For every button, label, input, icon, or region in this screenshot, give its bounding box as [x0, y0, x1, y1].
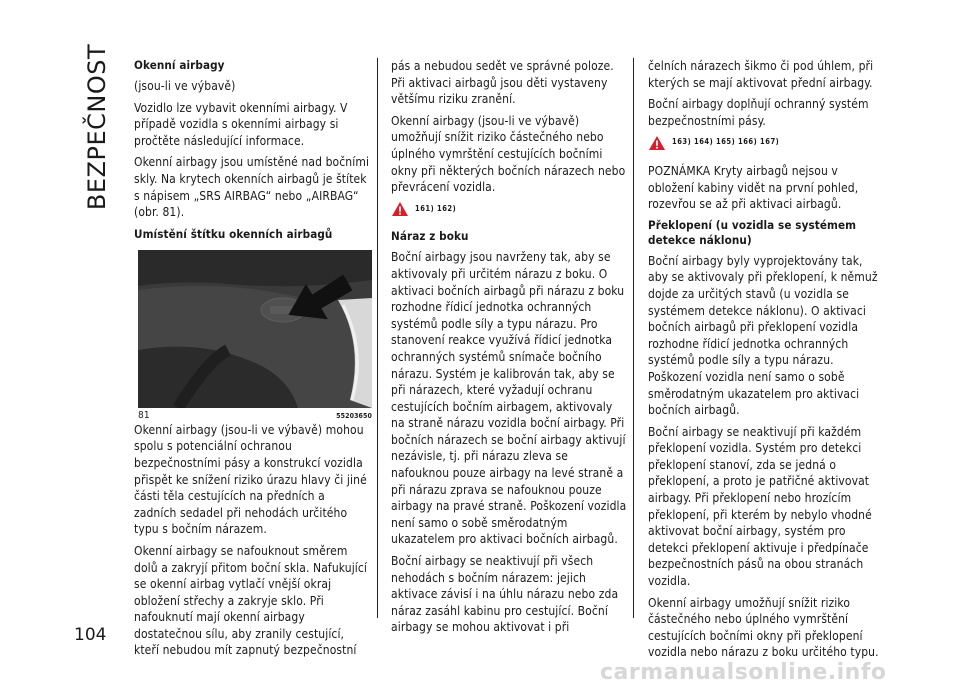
paragraph-note: POZNÁMKA Kryty airbagů nejsou v obložení kabiny vidět na první pohled, rozevřou se až při aktivaci airbagů.	[648, 163, 859, 212]
figure-illustration	[138, 250, 372, 408]
column-1	[134, 58, 370, 664]
paragraph: Okenní airbagy jsou umístěné nad bočními skly. Na krytech okenních airbagů je štítek s nápisem „SRS AIRBAG“ nebo „AIRBAG“ (obr. 81).	[134, 155, 370, 220]
page-number: 104	[74, 625, 107, 645]
warning-references	[648, 134, 884, 151]
section-title	[82, 43, 112, 211]
paragraph: Boční airbagy se neaktivují při každém překlopení vozidla. Systém pro detekci překlopení stanoví, zda se jedná o překlopení, a proto je patřičné aktivovat airbagy. Při překlopení nebo hrozícím překlopení, při kterém by nebylo vhodné aktivovat boční airbagy, systém pro detekci překlopení aktivuje i předpínače bezpečnostních pásů na obou stranách vozidla.	[648, 424, 872, 589]
warning-refs-text: 163) 164) 165) 166) 167)	[672, 137, 780, 147]
section-title-text: BEZPEČNOST	[83, 43, 112, 211]
warning-triangle-icon	[648, 135, 666, 151]
warning-refs-text: 161) 162)	[415, 203, 457, 213]
heading-rollover: Překlopení (u vozidla se systémem detekce náklonu)	[648, 217, 857, 247]
paragraph: Boční airbagy byly vyprojektovány tak, aby se aktivovaly při překlopení, k němuž dojde za určitých stavů (u vozidla se systémem detekce náklonu). O aktivaci bočních airbagů při překlopení vozidla rozhodne řídicí jednotka ochranných systémů podle síly a typu nárazu. Poškození vozidla není samo o sobě směrodatným ukazatelem pro aktivaci bočních airbagů.	[648, 253, 878, 418]
warning-triangle-icon	[391, 201, 409, 217]
heading-curtain-airbags: Okenní airbagy	[134, 58, 225, 72]
column-divider-2	[633, 58, 634, 618]
figure-code: 55203650	[336, 411, 372, 420]
paragraph: Boční airbagy jsou navrženy tak, aby se aktivovaly při určitém nárazu z boku. O aktivaci bočních airbagů při nárazu z boku rozhodne řídicí jednotka ochranných systémů podle síly a typu nárazu. Pro stanovení reakce využívá řídicí jednotka ochranných systémů snímače bočního nárazu. Systém je kalibrován tak, aby se při nárazech, které vyžadují ochranu cestujících bočním airbagem, aktivovaly na straně nárazu vozidla boční airbagy. Při bočních nárazech se boční airbagy aktivují nezávisle, tj. při nárazu zleva se nafouknou pouze airbagy na levé straně a při nárazu zprava se nafouknou pouze airbagy na pravé straně. Poškození vozidla není samo o sobě směrodatným ukazatelem pro aktivaci bočních airbagů.	[391, 250, 627, 547]
paragraph: (jsou-li ve výbavě)	[134, 79, 236, 93]
figure-caption	[138, 410, 372, 422]
paragraph: Okenní airbagy umožňují snížit riziko částečného nebo úplného vymrštění cestujících bočními okny při překlopení vozidla nebo nárazu z boku určitého typu.	[648, 595, 879, 660]
column-3	[648, 58, 884, 666]
heading-label-location: Umístění štítku okenních airbagů	[134, 226, 333, 241]
figure-number: 81	[138, 409, 150, 421]
paragraph: čelních nárazech šikmo či pod úhlem, při kterých se mají aktivovat přední airbagy.	[648, 59, 874, 90]
paragraph: pás a nebudou sedět ve správné poloze. Při aktivaci airbagů jsou děti vystaveny většímu riziku zranění.	[391, 59, 614, 107]
paragraph: Okenní airbagy se nafouknout směrem dolů a zakryjí přitom boční skla. Nafukující se okenní airbag vytlačí vnější okraj obložení střechy a zakryje sklo. Při nafouknutí mají okenní airbagy dostatečnou sílu, aby zranily cestující, kteří nebudou mít zapnutý bezpečnostní	[134, 543, 368, 658]
paragraph: Boční airbagy se neaktivují při všech nehodách s bočním nárazem: jejich aktivace závisí i na úhlu nárazu nebo zda náraz zasáhl kabinu pro cestující. Boční airbagy se mohou aktivovat i při	[391, 554, 619, 635]
column-2	[391, 58, 627, 641]
paragraph: Vozidlo lze vybavit okenními airbagy. V případě vozidla s okenními airbagy si pročtěte následující informace.	[134, 100, 348, 148]
paragraph: Okenní airbagy (jsou-li ve výbavě) umožňují snížit riziko částečného nebo úplného vymrštění cestujících bočními okny při některých bočních nárazech nebo převrácení vozidla.	[391, 113, 626, 195]
paragraph: Okenní airbagy (jsou-li ve výbavě) mohou spolu s potenciální ochranou bezpečnostními pásy a konstrukcí vozidla přispět ke snížení riziko úrazu hlavy či jiné části těla cestujících na předních a zadních sedadel při nehodách určitého typu s bočním nárazem.	[134, 422, 367, 537]
figure-airbag-label	[138, 250, 372, 408]
heading-side-impact: Náraz z boku	[391, 229, 469, 244]
watermark: carmanualsonline.info	[600, 660, 887, 685]
warning-references	[391, 201, 627, 218]
paragraph: Boční airbagy doplňují ochranný systém bezpečnostními pásy.	[648, 97, 869, 128]
column-divider-1	[377, 58, 378, 618]
